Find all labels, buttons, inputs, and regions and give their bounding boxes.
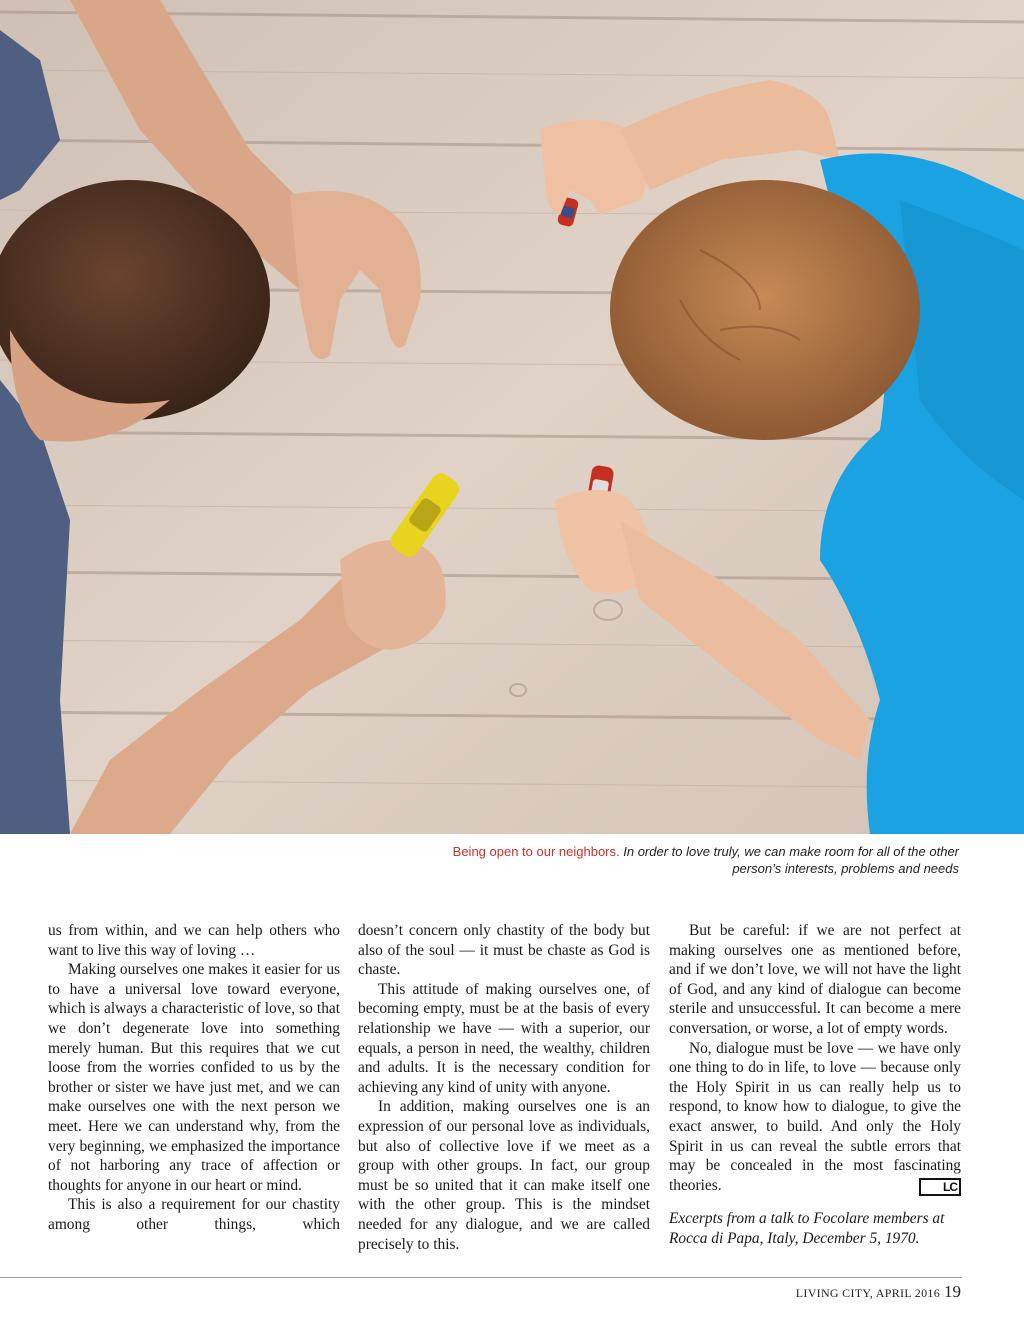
page-number: 19 (944, 1282, 961, 1301)
paragraph (669, 1039, 961, 1196)
paragraph-text: No, dialogue must be love — we have only one thing to do in life, to love — because only the Holy Spirit in us can really help us to respond, to know how to dialogue, to give the exact answer, to build. And only the Holy Spirit in us can reveal the subtle errors that may be concealed in the most fascinating theories. (669, 1039, 961, 1194)
text-column-1 (48, 921, 340, 1235)
paragraph: us from within, and we can help others who want to live this way of loving … (48, 922, 340, 959)
paragraph: This is also a requirement for our chastity among other things, which (48, 1196, 340, 1233)
paragraph: But be careful: if we are not perfect at making ourselves one as mentioned before, and if we don’t love, we will not have the light of God, and any kind of dialogue can become sterile and unsuccessful. It can become a mere conversation, or worse, a lot of empty words. (669, 922, 961, 1037)
text-column-3 (669, 921, 961, 1249)
page-footer (796, 1282, 961, 1302)
paragraph: This attitude of making ourselves one, of becoming empty, must be at the basis of every relationship we have — with a superior, our equals, a person in need, the wealthy, children and adults. It is the necessary condition for achieving any kind of unity with anyone. (358, 980, 650, 1096)
paragraph: doesn’t concern only chastity of the body but also of the soul — it must be chaste as God is chaste. (358, 922, 650, 979)
footer-rule (0, 1277, 962, 1278)
text-column-2 (358, 921, 650, 1254)
excerpt-note: Excerpts from a talk to Focolare members at Rocca di Papa, Italy, December 5, 1970. (669, 1210, 945, 1248)
caption-title: Being open to our neighbors. (452, 844, 620, 859)
magazine-issue: LIVING CITY, APRIL 2016 (795, 1286, 940, 1300)
paragraph: In addition, making ourselves one is an expression of our personal love as individuals, but also of collective love if we meet as a group with other groups. In fact, our group must be so united that it can make itself one with the other group. This is the mindset needed for any dialogue, and we are called precisely to this. (358, 1098, 650, 1253)
caption-body: In order to love truly, we can make room for all of the other person’s interests, problems and needs (623, 844, 959, 876)
photo-caption (439, 843, 959, 877)
paragraph: Making ourselves one makes it easier for us to have a universal love toward everyone, which is always a characteristic of love, so that we don’t degenerate love into something merely human. But this requires that we cut loose from the worries confided to us by the brother or sister we have just met, and we can make ourselves one with the next person we meet. Here we can understand why, from the very beginning, we emphasized the importance of not harboring any trace of affection or thoughts for anyone in our heart or mind. (48, 961, 340, 1194)
end-mark-icon: LC (919, 1178, 961, 1196)
